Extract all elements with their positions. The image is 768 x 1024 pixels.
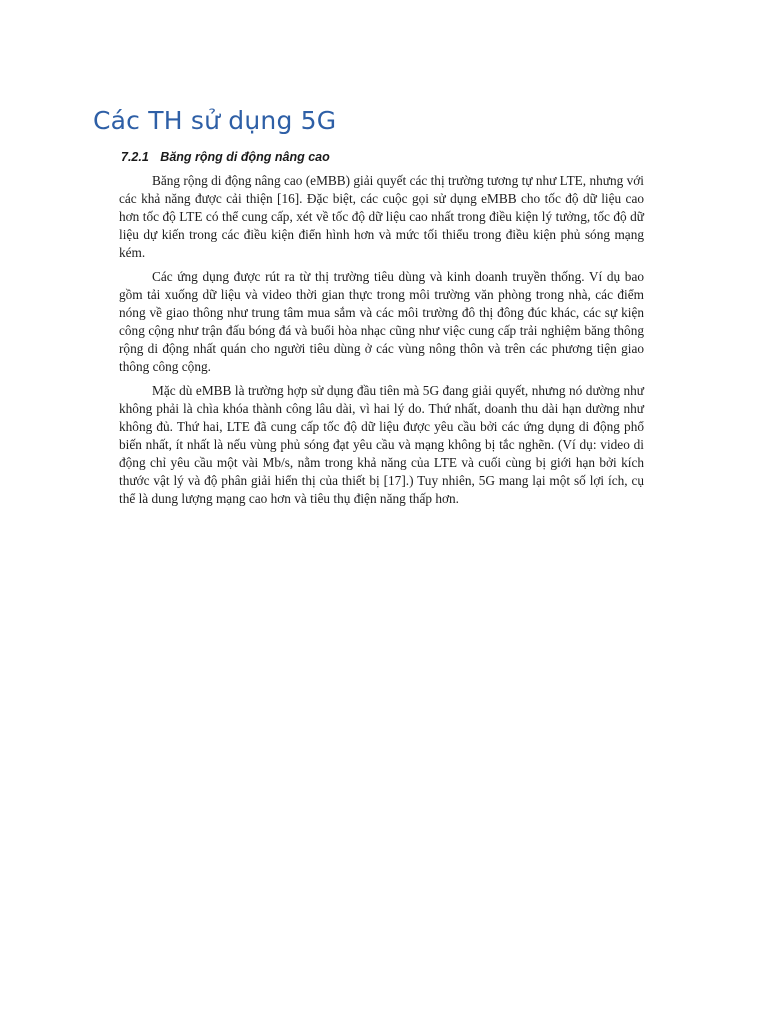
paragraph: Băng rộng di động nâng cao (eMBB) giải quyết các thị trường tương tự như LTE, nhưng với các khả năng được cải thiện [16]. Đặc biệt, các cuộc gọi sử dụng eMBB cho tốc độ dữ liệu cao hơn tốc độ LTE có thể cung cấp, xét về tốc độ dữ liệu cao nhất trong điều kiện lý tưởng, tốc độ dữ liệu dự kiến trong các điều kiện điển hình hơn và mức tối thiểu trong điều kiện phủ sóng mạng kém. [119, 173, 644, 260]
section-number: 7.2.1 [121, 150, 149, 164]
page-title: Các TH sử dụng 5G [93, 106, 337, 135]
section-heading [121, 150, 330, 164]
section-title: Băng rộng di động nâng cao [160, 150, 330, 164]
paragraph: Mặc dù eMBB là trường hợp sử dụng đầu tiên mà 5G đang giải quyết, nhưng nó dường như không phải là chìa khóa thành công lâu dài, vì hai lý do. Thứ nhất, doanh thu dài hạn dường như không đủ. Thứ hai, LTE đã cung cấp tốc độ dữ liệu được yêu cầu bởi các ứng dụng di động phổ biến nhất, ít nhất là nếu vùng phủ sóng đạt yêu cầu và mạng không bị tắc nghẽn. (Ví dụ: video di động chỉ yêu cầu một vài Mb/s, nằm trong khả năng của LTE và cuối cùng bị giới hạn bởi kích thước vật lý và độ phân giải hiển thị của thiết bị [17].) Tuy nhiên, 5G mang lại một số lợi ích, cụ thể là dung lượng mạng cao hơn và tiêu thụ điện năng thấp hơn. [119, 383, 644, 506]
paragraph: Các ứng dụng được rút ra từ thị trường tiêu dùng và kinh doanh truyền thống. Ví dụ bao gồm tải xuống dữ liệu và video thời gian thực trong môi trường văn phòng trong nhà, các điểm nóng về giao thông như trung tâm mua sắm và các môi trường đô thị đông đúc khác, các sự kiện công cộng như trận đấu bóng đá và buổi hòa nhạc cũng như việc cung cấp trải nghiệm băng thông rộng di động nhất quán cho người tiêu dùng ở các vùng nông thôn và trên các phương tiện giao thông công cộng. [119, 269, 644, 374]
body-text [119, 172, 644, 514]
